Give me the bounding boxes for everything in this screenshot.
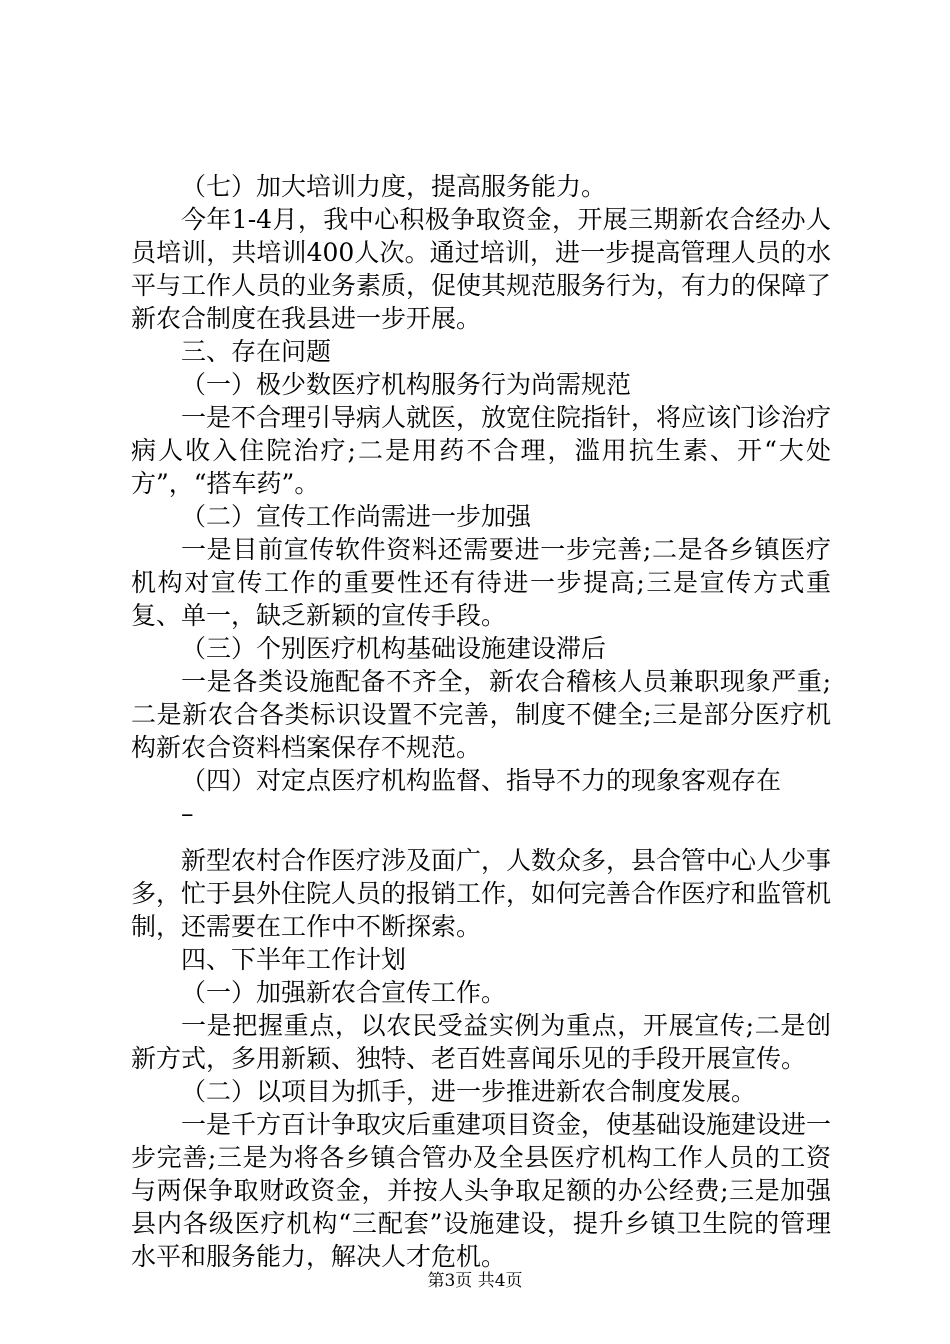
page-footer: 第3页 共4页 (427, 1271, 523, 1291)
heading-problem-4: （四）对定点医疗机构监督、指导不力的现象客观存在 (181, 766, 782, 795)
paragraph-problem-4: 新型农村合作医疗涉及面广，人数众多，县合管中心人少事多，忙于县外住院人员的报销工作，如何完善合作医疗和监管机制，还需要在工作中不断探索。 (131, 846, 832, 941)
paragraph-problem-2: 一是目前宣传软件资料还需要进一步完善;二是各乡镇医疗机构对宣传工作的重要性还有待进一步提高;三是宣传方式重复、单一，缺乏新颖的宣传手段。 (131, 535, 831, 630)
document-body (131, 170, 831, 1273)
paragraph-plan-1: 一是把握重点，以农民受益实例为重点，开展宣传;二是创新方式，多用新颖、独特、老百姓喜闻乐见的手段开展宣传。 (131, 1011, 831, 1073)
heading-plan: 四、下半年工作计划 (181, 945, 407, 974)
heading-problems: 三、存在问题 (181, 337, 332, 366)
heading-problem-1: （一）极少数医疗机构服务行为尚需规范 (181, 370, 632, 399)
dash-mark: – (181, 799, 194, 828)
heading-problem-3: （三）个别医疗机构基础设施建设滞后 (181, 634, 607, 663)
heading-plan-2: （二）以项目为抓手，进一步推进新农合制度发展。 (181, 1077, 757, 1106)
heading-plan-1: （一）加强新农合宣传工作。 (181, 978, 507, 1007)
spacer (131, 830, 831, 844)
paragraph-training: 今年1-4月，我中心积极争取资金，开展三期新农合经办人员培训，共培训400人次。通过培训，进一步提高管理人员的水平与工作人员的业务素质，促使其规范服务行为，有力的保障了新农合制度在我县进一步开展。 (131, 205, 832, 333)
heading-problem-2: （二）宣传工作尚需进一步加强 (181, 502, 532, 531)
paragraph-plan-2: 一是千方百计争取灾后重建项目资金，使基础设施建设进一步完善;三是为将各乡镇合管办及全县医疗机构工作人员的工资与两保争取财政资金，并按人头争取足额的办公经费;三是加强县内各级医疗机构“三配套”设施建设，提升乡镇卫生院的管理水平和服务能力，解决人才危机。 (131, 1110, 832, 1271)
heading-training: （七）加大培训力度，提高服务能力。 (181, 172, 607, 201)
paragraph-problem-1: 一是不合理引导病人就医，放宽住院指针，将应该门诊治疗病人收入住院治疗;二是用药不合理，滥用抗生素、开“大处方”，“搭车药”。 (131, 403, 832, 498)
paragraph-problem-3: 一是各类设施配备不齐全，新农合稽核人员兼职现象严重;二是新农合各类标识设置不完善，制度不健全;三是部分医疗机构新农合资料档案保存不规范。 (131, 667, 831, 762)
